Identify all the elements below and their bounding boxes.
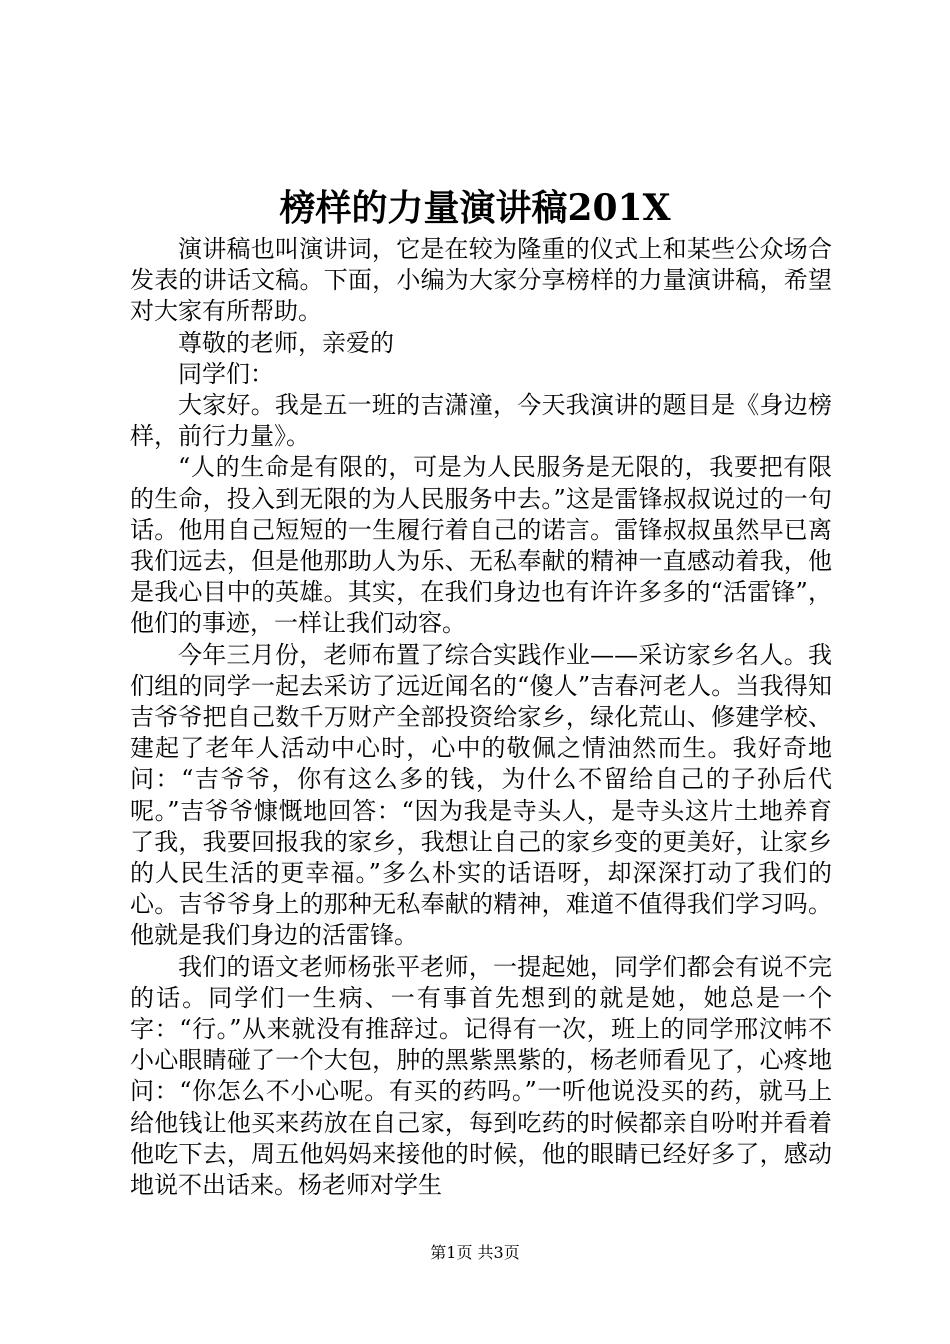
document-body: [130, 234, 832, 1201]
paragraph-salutation-2: 同学们：: [178, 359, 274, 388]
paragraph-salutation-1: 尊敬的老师，亲爱的: [178, 328, 394, 357]
paragraph-teacher-yang: 我们的语文老师杨张平老师，一提起她，同学们都会有说不完的话。同学们一生病、一有事首先想到的就是她，她总是一个字：“行。”从来就没有推辞过。记得有一次，班上的同学邢汶帏不小心眼睛碰了一个大包，肿的黑紫黑紫的，杨老师看见了，心疼地问：“你怎么不小心呢。有买的药吗。”一听他说没买的药，就马上给他钱让他买来药放在自己家，每到吃药的时候都亲自吩咐并看着他吃下去，周五他妈妈来接他的时候，他的眼睛已经好多了，感动地说不出话来。杨老师对学生: [130, 952, 832, 1200]
page-footer: 第1页 共3页: [430, 1243, 520, 1262]
paragraph-ji-chunhe: 今年三月份，老师布置了综合实践作业——采访家乡名人。我们组的同学一起去采访了远近闻名的“傻人”吉春河老人。当我得知吉爷爷把自己数千万财产全部投资给家乡，绿化荒山、修建学校、建起了老年人活动中心时，心中的敬佩之情油然而生。我好奇地问：“吉爷爷，你有这么多的钱，为什么不留给自己的子孙后代呢。”吉爷爷慷慨地回答：“因为我是寺头人，是寺头这片土地养育了我，我要回报我的家乡，我想让自己的家乡变的更美好，让家乡的人民生活的更幸福。”多么朴实的话语呀，却深深打动了我们的心。吉爷爷身上的那种无私奉献的精神，难道不值得我们学习吗。他就是我们身边的活雷锋。: [130, 640, 832, 950]
paragraph-lei-feng: “人的生命是有限的，可是为人民服务是无限的，我要把有限的生命，投入到无限的为人民服务中去。”这是雷锋叔叔说过的一句话。他用自己短短的一生履行着自己的诺言。雷锋叔叔虽然早已离我们远去，但是他那助人为乐、无私奉献的精神一直感动着我，他是我心目中的英雄。其实，在我们身边也有许许多多的“活雷锋”，他们的事迹，一样让我们动容。: [130, 453, 832, 638]
document-title: 榜样的力量演讲稿201X: [279, 187, 671, 229]
paragraph-greeting: 大家好。我是五一班的吉潇潼，今天我演讲的题目是《身边榜样，前行力量》。: [130, 391, 832, 451]
paragraph-intro: 演讲稿也叫演讲词，它是在较为隆重的仪式上和某些公众场合发表的讲话文稿。下面，小编为大家分享榜样的力量演讲稿，希望对大家有所帮助。: [130, 235, 832, 326]
